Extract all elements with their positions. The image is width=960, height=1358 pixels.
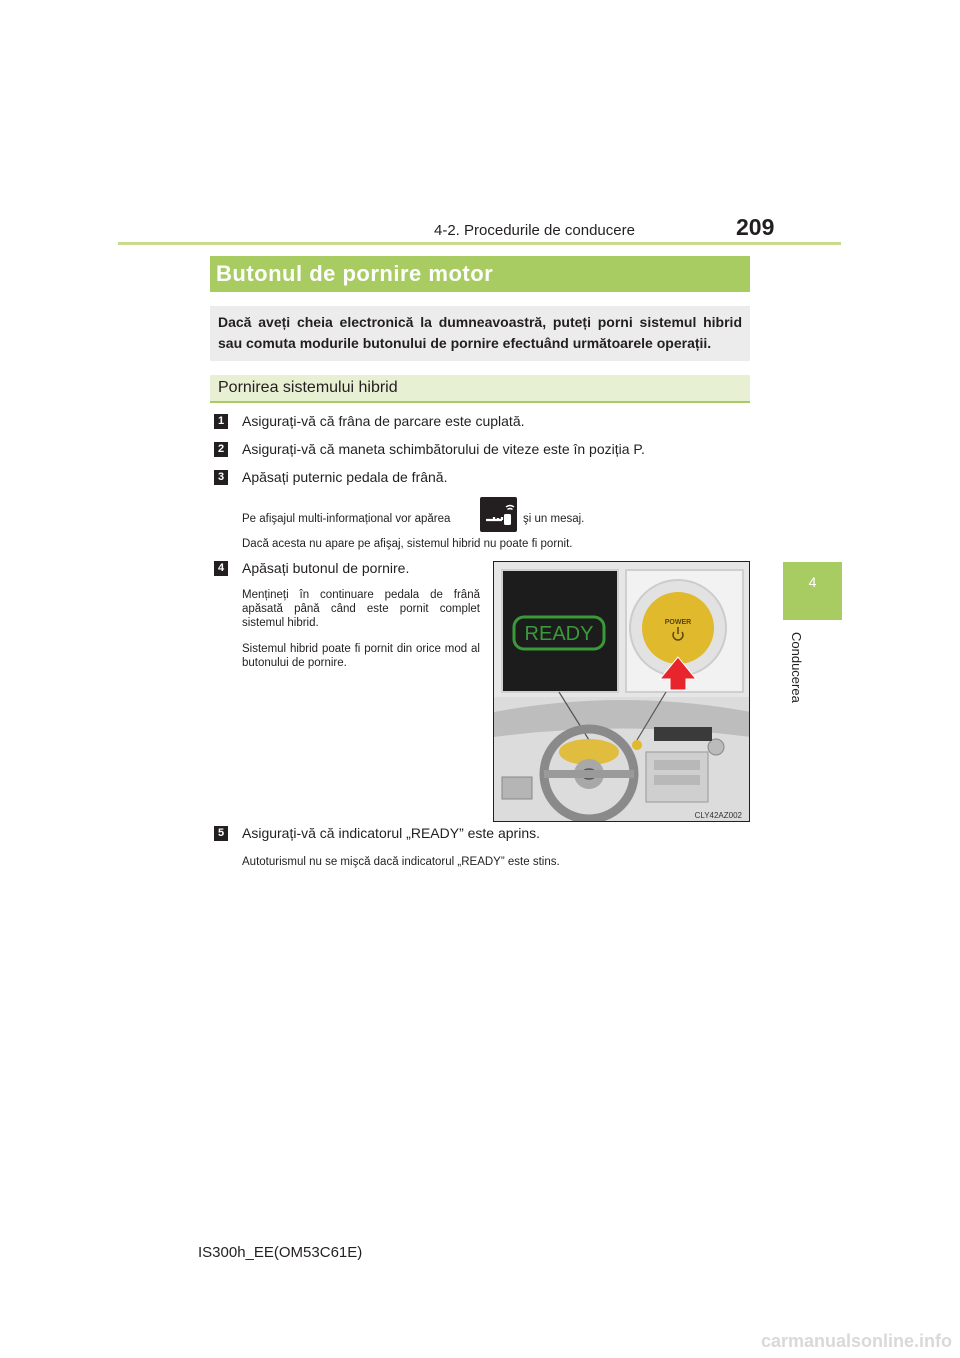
step-3-note-after-icon: şi un mesaj. [523, 513, 585, 525]
header-section-title: 4-2. Procedurile de conducere [434, 222, 635, 239]
chapter-tab-number: 4 [808, 574, 817, 590]
key-indicator-icon [480, 497, 517, 532]
start-button-illustration [493, 561, 750, 822]
chapter-tab [783, 562, 842, 620]
step-3-note-2: Dacă acesta nu apare pe afişaj, sistemul hibrid nu poate fi pornit. [242, 538, 573, 550]
svg-text:carmanualsonline.info: carmanualsonline.info [760, 1331, 952, 1351]
step-4-note-1: Mențineți în continuare pedala de frână apăsată până când este pornit complet sistemul hibrid. [242, 589, 480, 629]
step-number-4: 4 [214, 561, 228, 576]
step-number-2: 2 [214, 442, 228, 457]
dashboard-illustration [494, 562, 750, 822]
title-banner [210, 256, 750, 292]
step-number-5: 5 [214, 826, 228, 841]
subsection-title: Pornirea sistemului hibrid [218, 379, 398, 396]
step-5-note: Autoturismul nu se mişcă dacă indicatorul „READY” este stins. [242, 856, 560, 868]
step-4-note-2: Sistemul hibrid poate fi pornit din orice mod al butonului de pornire. [242, 643, 480, 669]
key-indicator-icon-svg [480, 497, 517, 532]
step-3-note-before-icon: Pe afişajul multi-informațional vor apărea [242, 513, 451, 525]
chapter-label [788, 632, 808, 712]
step-number-3: 3 [214, 470, 228, 485]
step-text-2: Asigurați-vă că maneta schimbătorului de viteze este în poziția P. [242, 441, 645, 457]
subsection-banner [210, 375, 750, 403]
illustration-code: CLY42AZ002 [694, 811, 742, 820]
chapter-label-text: Conducerea [789, 632, 804, 703]
ready-indicator-text: READY [524, 623, 594, 645]
step-text-1: Asigurați-vă că frâna de parcare este cuplată. [242, 413, 525, 429]
power-button-label: POWER [664, 619, 692, 626]
header-divider [118, 242, 841, 245]
page-title: Butonul de pornire motor [216, 261, 494, 286]
page-number: 209 [736, 214, 775, 240]
step-text-5: Asigurați-vă că indicatorul „READY” este aprins. [242, 825, 541, 841]
watermark-logo [656, 1330, 952, 1352]
intro-box: Dacă aveți cheia electronică la dumneavoastră, puteți porni sistemul hibrid sau comuta modurile butonului de pornire efectuând următoarele operații. [210, 306, 750, 361]
model-code: IS300h_EE(OM53C61E) [198, 1244, 363, 1261]
step-number-1: 1 [214, 414, 228, 429]
step-text-3: Apăsați puternic pedala de frână. [242, 469, 448, 485]
step-text-4: Apăsați butonul de pornire. [242, 560, 410, 576]
